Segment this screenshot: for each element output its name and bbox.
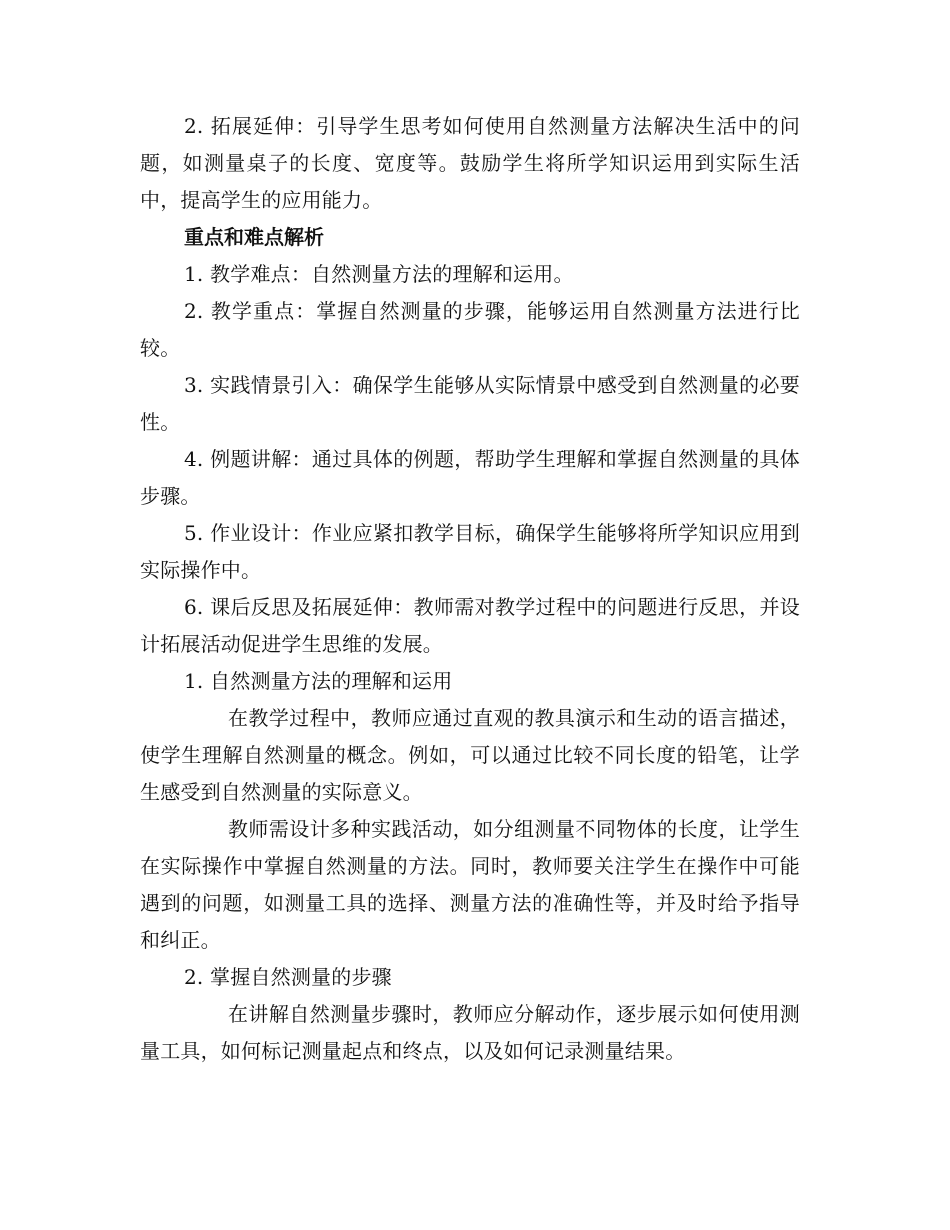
paragraph-practice-scenario: 3. 实践情景引入：确保学生能够从实际情景中感受到自然测量的必要性。 [140, 373, 800, 434]
paragraph-reflection: 6. 课后反思及拓展延伸：教师需对教学过程中的问题进行反思，并设计拓展活动促进学生思维的发展。 [140, 595, 800, 656]
paragraph-example-explanation: 4. 例题讲解：通过具体的例题，帮助学生理解和掌握自然测量的具体步骤。 [140, 447, 800, 508]
subheading-measurement-steps: 2. 掌握自然测量的步骤 [184, 965, 392, 989]
paragraph-key-point: 2. 教学重点：掌握自然测量的步骤，能够运用自然测量方法进行比较。 [140, 299, 800, 360]
section-heading-key-points: 重点和难点解析 [184, 225, 324, 249]
paragraph-extension: 2. 拓展延伸：引导学生思考如何使用自然测量方法解决生活中的问题，如测量桌子的长度、宽度等。鼓励学生将所学知识运用到实际生活中，提高学生的应用能力。 [140, 114, 800, 212]
paragraph-teaching-process: 在教学过程中，教师应通过直观的教具演示和生动的语言描述，使学生理解自然测量的概念。例如，可以通过比较不同长度的铅笔，让学生感受到自然测量的实际意义。 [140, 706, 800, 804]
paragraph-step-explanation: 在讲解自然测量步骤时，教师应分解动作，逐步展示如何使用测量工具，如何标记测量起点和终点，以及如何记录测量结果。 [140, 1002, 800, 1063]
paragraph-practice-activities: 教师需设计多种实践活动，如分组测量不同物体的长度，让学生在实际操作中掌握自然测量的方法。同时，教师要关注学生在操作中可能遇到的问题，如测量工具的选择、测量方法的准确性等，并及时给予指导和纠正。 [140, 817, 800, 952]
paragraph-homework-design: 5. 作业设计：作业应紧扣教学目标，确保学生能够将所学知识应用到实际操作中。 [140, 521, 800, 582]
subheading-understanding-methods: 1. 自然测量方法的理解和运用 [184, 669, 453, 693]
paragraph-difficulty: 1. 教学难点：自然测量方法的理解和运用。 [184, 262, 574, 286]
